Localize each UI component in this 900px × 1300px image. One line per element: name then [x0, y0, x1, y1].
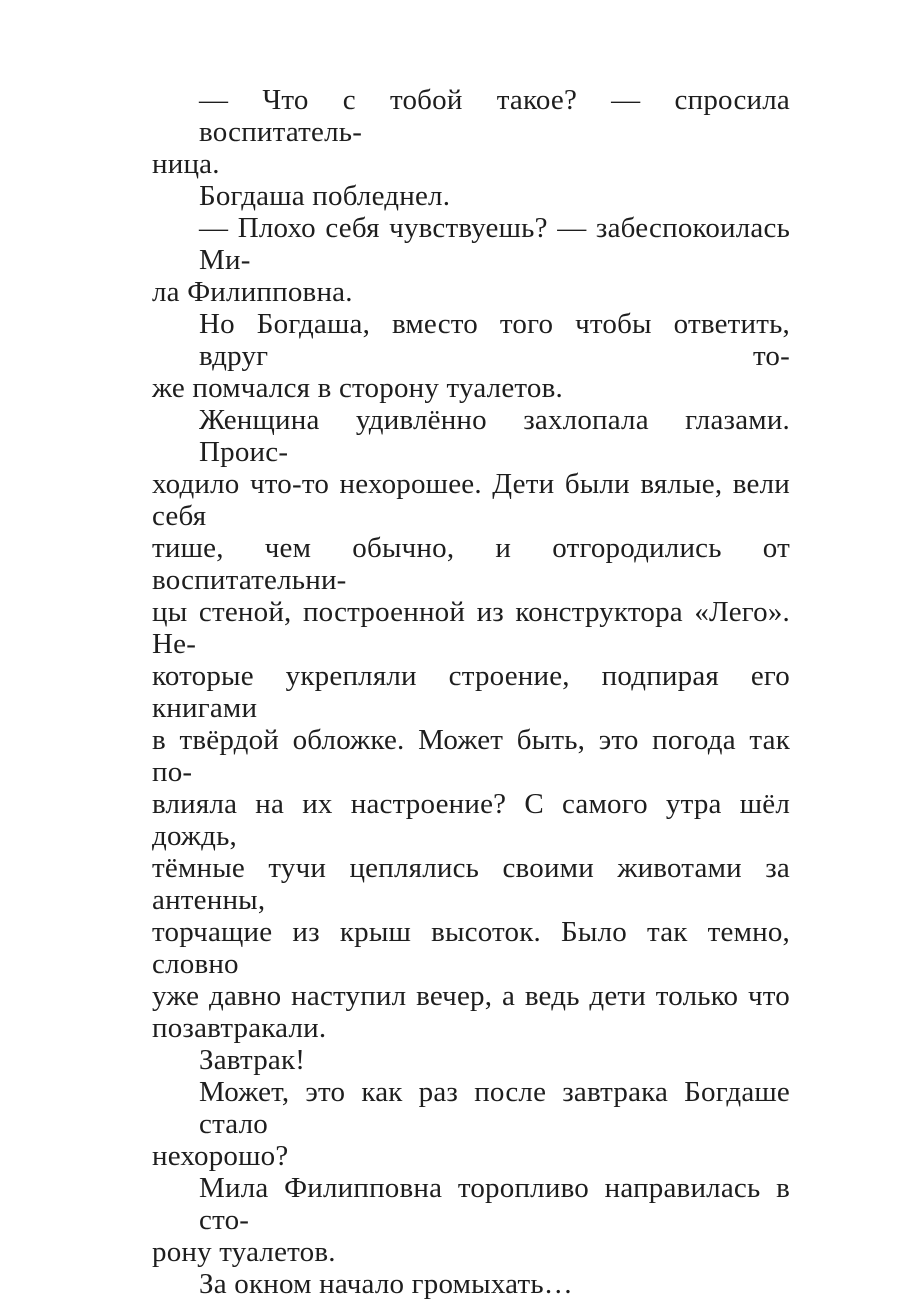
text-line: — Плохо себя чувствуешь? — забеспокоилась Ми- — [199, 212, 790, 276]
paragraph — [152, 84, 790, 180]
text-line: нехорошо? — [152, 1140, 289, 1172]
paragraph — [152, 308, 790, 404]
text-line: цы стеной, построенной из конструктора «Лего». Не- — [152, 596, 790, 660]
text-line: уже давно наступил вечер, а ведь дети только что — [152, 980, 790, 1012]
paragraph — [152, 404, 790, 1044]
text-line: же помчался в сторону туалетов. — [152, 372, 563, 404]
text-line: торчащие из крыш высоток. Было так темно, словно — [152, 916, 790, 980]
text-line: Богдаша побледнел. — [199, 180, 451, 212]
text-line: — Что с тобой такое? — спросила воспитатель- — [199, 84, 790, 148]
text-line: в твёрдой обложке. Может быть, это погода так по- — [152, 724, 790, 788]
text-line: Может, это как раз после завтрака Богдаше стало — [199, 1076, 790, 1140]
text-line: влияла на их настроение? С самого утра шёл дождь, — [152, 788, 790, 852]
paragraph — [152, 1076, 790, 1172]
paragraph — [152, 1172, 790, 1268]
text-line: ница. — [152, 148, 220, 180]
text-line: Но Богдаша, вместо того чтобы ответить, вдруг то- — [199, 308, 790, 372]
paragraph — [152, 180, 790, 212]
text-line: ходило что-то нехорошее. Дети были вялые, вели себя — [152, 468, 790, 532]
text-line: Женщина удивлённо захлопала глазами. Проис- — [199, 404, 790, 468]
text-line: позавтракали. — [152, 1012, 327, 1044]
text-line: Мила Филипповна торопливо направилась в сто- — [199, 1172, 790, 1236]
text-line: которые укрепляли строение, подпирая его книгами — [152, 660, 790, 724]
text-line: тёмные тучи цеплялись своими животами за антенны, — [152, 852, 790, 916]
paragraph — [152, 1268, 790, 1300]
text-line: рону туалетов. — [152, 1236, 336, 1268]
paragraph — [152, 212, 790, 308]
paragraph — [152, 1044, 790, 1076]
text-line: Завтрак! — [199, 1044, 306, 1076]
page-text-block — [152, 84, 790, 1300]
text-line: тише, чем обычно, и отгородились от воспитательни- — [152, 532, 790, 596]
text-line: ла Филипповна. — [152, 276, 353, 308]
text-line: За окном начало громыхать… — [199, 1268, 573, 1300]
